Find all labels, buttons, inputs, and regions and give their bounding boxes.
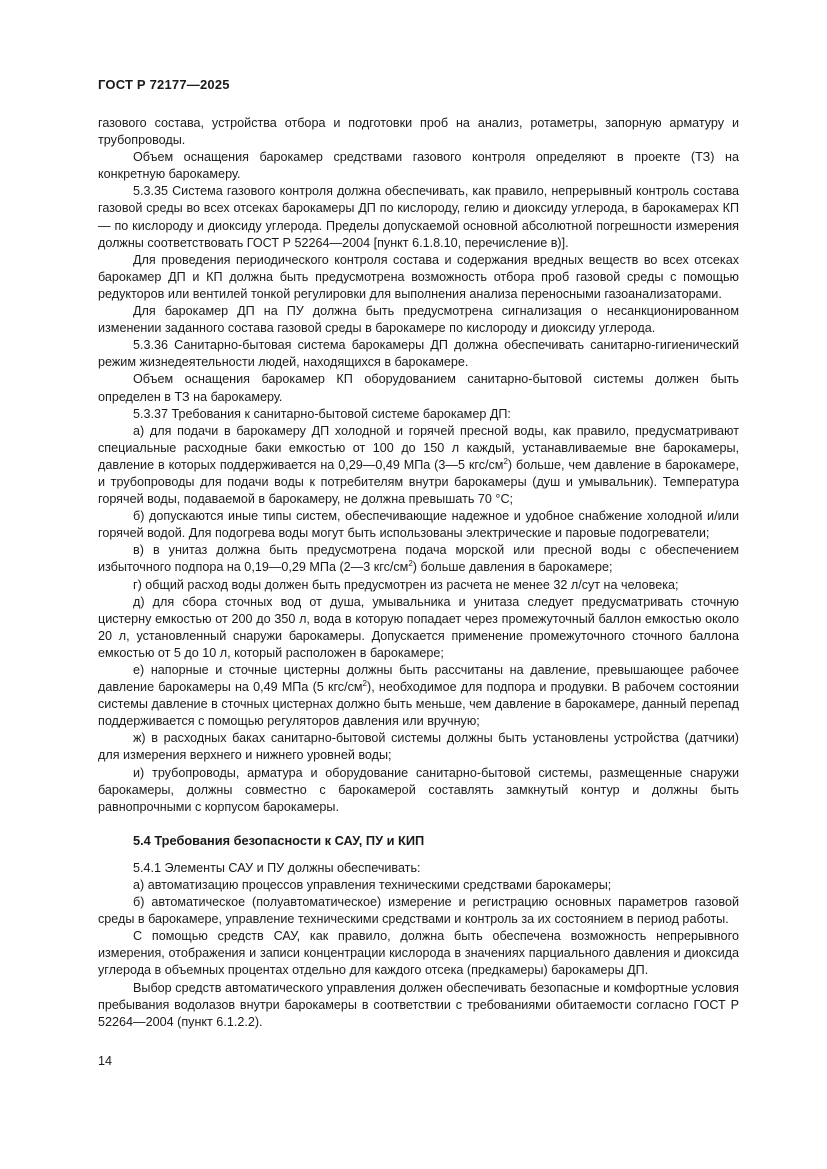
list-item-b: б) допускаются иные типы систем, обеспечивающие надежное и удобное снабжение холодной и/или горячей водой. Для подогрева воды могут быть использованы электрические и паровые подогреватели; [98,509,739,541]
document-header: ГОСТ Р 72177—2025 [98,77,230,92]
superscript: 2 [408,559,413,569]
paragraph: Объем оснащения барокамер КП оборудованием санитарно-бытовой системы должен быть определен в ТЗ на барокамеру. [98,372,739,404]
paragraph: 5.4.1 Элементы САУ и ПУ должны обеспечивать: [133,860,421,875]
paragraph: б) автоматическое (полуавтоматическое) измерение и регистрацию основных параметров газовой среды в барокамере, управление техническими средствами и контроль за их состоянием в период работы. [98,895,739,927]
list-item-v-text-end: ) больше давления в барокамере; [412,560,613,575]
paragraph: Для проведения периодического контроля состава и содержания вредных веществ во всех отсеках барокамер ДП и КП должна быть предусмотрена возможность отбора проб газовой среды с помощью редукторов или вентилей тонкой регулировки для выполнения анализа переносными газоанализаторами. [98,252,739,301]
list-item-i: и) трубопроводы, арматура и оборудование санитарно-бытовой системы, размещенные снаружи барокамеры, должны совместно с барокамерой составлять замкнутый контур и должны быть равнопрочными с корпусом барокамеры. [98,765,739,814]
list-item-zh: ж) в расходных баках санитарно-бытовой системы должны быть установлены устройства (датчики) для измерения верхнего и нижнего уровней воды; [98,731,739,763]
superscript: 2 [503,456,508,466]
list-item-a-text: а) для подачи в барокамеру ДП холодной и горячей пресной воды, как правило, предусматривают специальные расходные баки емкостью от 100 до 150 л каждый, устанавливаемые вне барокамеры, давление в которых поддерживается на 0,29—0,49 МПа (3—5 кгс/см [98,423,739,472]
paragraph: Выбор средств автоматического управления должен обеспечивать безопасные и комфортные условия пребывания водолазов внутри барокамеры в соответствии с требованиями обитаемости согласно ГОСТ Р 52264—2004 (пункт 6.1.2.2). [98,980,739,1029]
section-title: 5.4 Требования безопасности к САУ, ПУ и КИП [133,832,425,848]
list-item-a-text-end: ) больше, чем давление в барокамере, и трубопроводы для подачи воды к потребителям внутри барокамеры (душ и умывальник). Температура горячей воды, подаваемой в барокамеру, не должна превышать 70 °С; [98,457,739,507]
paragraph: 5.3.37 Требования к санитарно-бытовой системе барокамер ДП: [133,406,511,421]
paragraph: газового состава, устройства отбора и подготовки проб на анализ, ротаметры, запорную арматуру и трубопроводы. [98,116,739,148]
list-item-v [98,542,739,576]
list-item-a [98,423,739,508]
paragraph: Объем оснащения барокамер средствами газового контроля определяют в проекте (ТЗ) на конкретную барокамеру. [98,150,739,182]
paragraph: Для барокамер ДП на ПУ должна быть предусмотрена сигнализация о несанкционированном изменении заданного состава газовой среды в барокамере по кислороду и диоксиду углерода. [98,304,739,336]
list-item-d: д) для сбора сточных вод от душа, умывальника и унитаза следует предусматривать сточную цистерну емкостью от 200 до 350 л, вода в которую попадает через промежуточный баллон емкостью около 20 л, установленный снаружи барокамеры. Допускается применение промежуточного сточного баллона емкостью от 5 до 10 л, который расположен в барокамере; [98,594,739,660]
paragraph: 5.3.36 Санитарно-бытовая система барокамеры ДП должна обеспечивать санитарно-гигиенический режим жизнедеятельности людей, находящихся в барокамере. [98,338,739,370]
list-item-e-text: е) напорные и сточные цистерны должны быть рассчитаны на давление, превышающее рабочее давление барокамеры на 0,49 МПа (5 кгс/см [98,663,739,695]
list-item-e [98,662,739,730]
paragraph: С помощью средств САУ, как правило, должна быть обеспечена возможность непрерывного измерения, отображения и записи концентрации кислорода в значениях парциального давления и диоксида углерода в объемных процентах отдельно для каждого отсека (предкамеры) барокамеры ДП. [98,929,739,978]
list-item-e-text-end: ), необходимое для подпора и продувки. В рабочем состоянии системы давление в сточных цистернах должно быть меньше, чем давление в барокамере, данный перепад поддерживается с помощью регуляторов давления или вручную; [98,680,739,729]
page-number: 14 [98,1054,113,1068]
list-item-v-text: в) в унитаз должна быть предусмотрена подача морской или пресной воды с обеспечением избыточного подпора на 0,19—0,29 МПа (2—3 кгс/см [98,543,739,575]
document-body [98,115,739,1031]
list-item-g: г) общий расход воды должен быть предусмотрен из расчета не менее 32 л/сут на человека; [133,577,679,592]
paragraph: 5.3.35 Система газового контроля должна обеспечивать, как правило, непрерывный контроль состава газовой среды во всех отсеках барокамеры ДП по кислороду, гелию и диоксиду углерода, в барокамерах КП — по кислороду и диоксиду углерода. Пределы допускаемой основной абсолютной погрешности измерения должны соответствовать ГОСТ Р 52264—2004 [пункт 6.1.8.10, перечисление в)]. [98,184,739,250]
superscript: 2 [362,678,367,688]
paragraph: а) автоматизацию процессов управления техническими средствами барокамеры; [133,877,612,892]
